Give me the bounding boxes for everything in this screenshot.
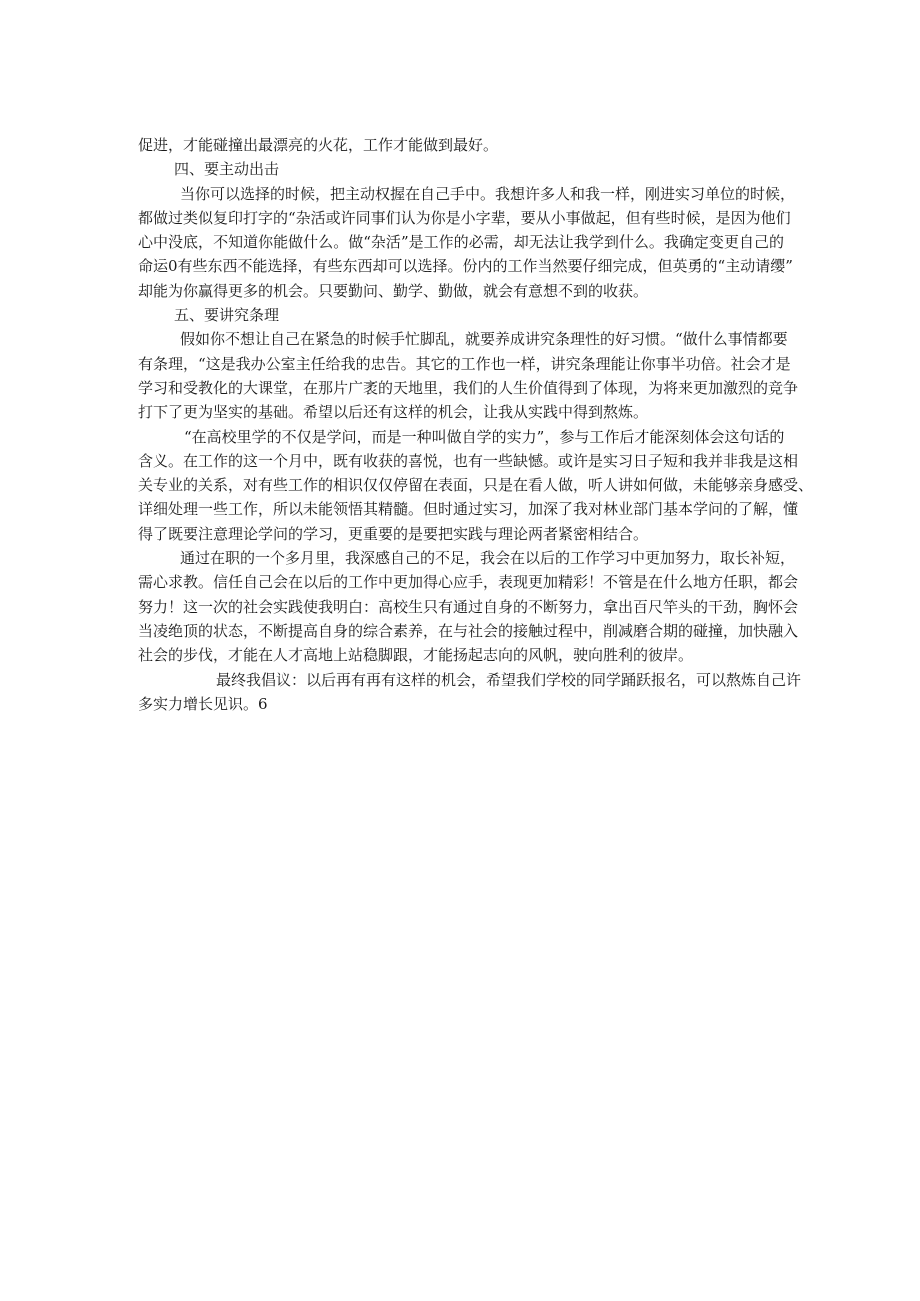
text-line: 最终我倡议：以后再有再有这样的机会，希望我们学校的同学踊跃报名，可以熬炼自己许 — [216, 670, 802, 689]
text-line: 打下了更为坚实的基础。希望以后还有这样的机会，让我从实践中得到熬炼。 — [138, 403, 649, 422]
text-line: 得了既要注意理论学问的学习，更重要的是要把实践与理论两者紧密相结合。 — [138, 524, 649, 543]
text-line: 心中没底，不知道你能做什么。做“杂活”是工作的必需，却无法让我学到什么。我确定变更自己的 — [138, 233, 784, 252]
text-line: 假如你不想让自己在紧急的时候手忙脚乱，就要养成讲究条理性的好习惯。“做什么事情都要 — [180, 330, 788, 349]
text-line: 促进，才能碰撞出最漂亮的火花，工作才能做到最好。 — [138, 136, 499, 154]
document-body — [138, 133, 814, 716]
text-line: 都做过类似复印打字的“杂活或许同事们认为你是小字辈，要从小事做起，但有些时候，是因为他们 — [138, 208, 791, 227]
text-line: “在高校里学的不仅是学问，而是一种叫做自学的实力”，参与工作后才能深刻体会这句话的 — [184, 427, 785, 446]
text-line: 含义。在工作的这一个月中，既有收获的喜悦，也有一些缺憾。或许是实习日子短和我并非我是这相 — [138, 451, 799, 470]
text-line: 需心求教。信任自己会在以后的工作中更加得心应手，表现更加精彩！不管是在什么地方任职，都会 — [138, 573, 799, 592]
text-line: 详细处理一些工作，所以未能领悟其精髓。但时通过实习，加深了我对林业部门基本学问的了解，懂 — [138, 500, 799, 519]
text-line: 多实力增长见识。6 — [138, 694, 268, 713]
text-line: 学习和受教化的大课堂，在那片广袤的天地里，我们的人生价值得到了体现，为将来更加激烈的竞争 — [138, 378, 799, 397]
text-line: 关专业的关系，对有些工作的相识仅仅停留在表面，只是在看人做，听人讲如何做，未能够亲身感受、 — [138, 476, 814, 495]
text-line: 社会的步伐，才能在人才高地上站稳脚跟，才能扬起志向的风帆，驶向胜利的彼岸。 — [138, 646, 694, 665]
text-line: 却能为你赢得更多的机会。只要勤问、勤学、勤做，就会有意想不到的收获。 — [138, 281, 649, 300]
text-line: 有条理，“这是我办公室主任给我的忠告。其它的工作也一样，讲究条理能让你事半功倍。社会才是 — [138, 354, 791, 373]
text-line: 当你可以选择的时候，把主动权握在自己手中。我想许多人和我一样，刚进实习单位的时候， — [180, 184, 796, 203]
text-line: 通过在职的一个多月里，我深感自己的不足，我会在以后的工作学习中更加努力，取长补短， — [180, 549, 796, 568]
text-line: 五、要讲究条理 — [174, 306, 280, 325]
text-line: 努力！这一次的社会实践使我明白：高校生只有通过自身的不断努力，拿出百尺竿头的干劲，胸怀会 — [138, 597, 799, 616]
text-line: 命运0有些东西不能选择，有些东西却可以选择。份内的工作当然要仔细完成，但英勇的“主动请缨” — [138, 257, 793, 276]
text-line: 四、要主动出击 — [174, 160, 280, 179]
text-line: 当凌绝顶的状态，不断提高自身的综合素养，在与社会的接触过程中，削减磨合期的碰撞，加快融入 — [138, 621, 799, 640]
